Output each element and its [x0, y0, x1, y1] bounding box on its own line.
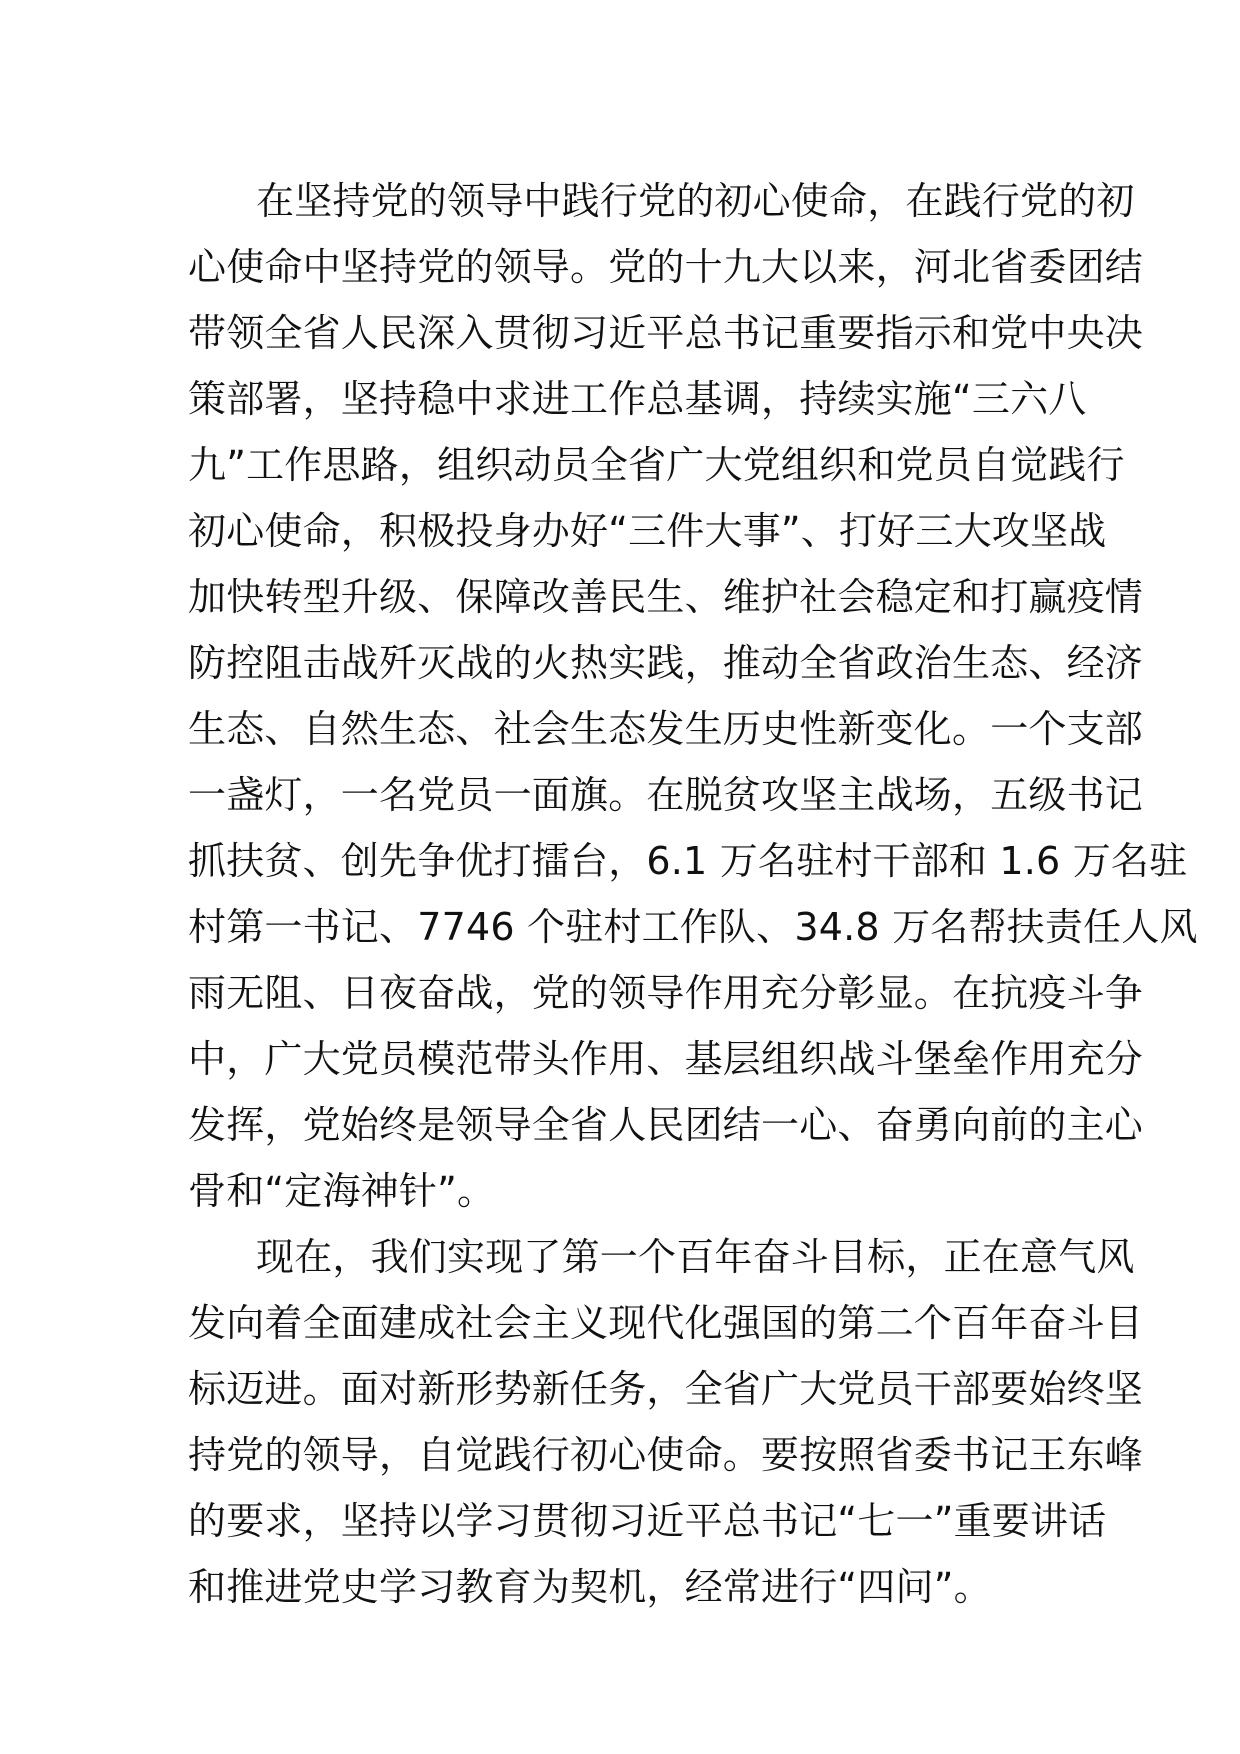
paragraph-1 [188, 168, 1198, 1224]
text-line: 抓扶贫、创先争优打擂台，6.1 万名驻村干部和 1.6 万名驻 [188, 839, 1188, 883]
text-line: 中，广大党员模范带头作用、基层组织战斗堡垒作用充分 [188, 1037, 1144, 1081]
text-line: 九”工作思路，组织动员全省广大党组织和党员自觉践行 [188, 443, 1125, 487]
text-line: 发向着全面建成社会主义现代化强国的第二个百年奋斗目 [188, 1301, 1144, 1345]
text-line: 策部署，坚持稳中求进工作总基调，持续实施“三六八 [188, 377, 1087, 421]
text-line: 一盏灯，一名党员一面旗。在脱贫攻坚主战场，五级书记 [188, 773, 1144, 817]
text-line: 的要求，坚持以学习贯彻习近平总书记“七一”重要讲话 [188, 1499, 1107, 1543]
text-line: 村第一书记、7746 个驻村工作队、34.8 万名帮扶责任人风 [188, 905, 1198, 949]
text-line: 标迈进。面对新形势新任务，全省广大党员干部要始终坚 [188, 1367, 1144, 1411]
text-line: 现在，我们实现了第一个百年奋斗目标，正在意气风 [256, 1235, 1135, 1279]
text-line: 持党的领导，自觉践行初心使命。要按照省委书记王东峰 [188, 1433, 1144, 1477]
text-line: 带领全省人民深入贯彻习近平总书记重要指示和党中央决 [188, 311, 1144, 355]
text-line: 雨无阻、日夜奋战，党的领导作用充分彰显。在抗疫斗争 [188, 971, 1144, 1015]
text-line: 发挥，党始终是领导全省人民团结一心、奋勇向前的主心 [188, 1103, 1144, 1147]
text-line: 在坚持党的领导中践行党的初心使命，在践行党的初 [256, 179, 1135, 223]
text-line: 和推进党史学习教育为契机，经常进行“四问”。 [188, 1565, 992, 1609]
text-line: 防控阻击战歼灭战的火热实践，推动全省政治生态、经济 [188, 641, 1144, 685]
text-line: 加快转型升级、保障改善民生、维护社会稳定和打赢疫情 [188, 575, 1144, 619]
text-line: 心使命中坚持党的领导。党的十九大以来，河北省委团结 [188, 245, 1144, 289]
text-line: 骨和“定海神针”。 [188, 1169, 496, 1213]
text-line: 初心使命，积极投身办好“三件大事”、打好三大攻坚战 [188, 509, 1107, 553]
body-text [188, 168, 1198, 1620]
paragraph-2 [188, 1224, 1144, 1620]
text-line: 生态、自然生态、社会生态发生历史性新变化。一个支部 [188, 707, 1144, 751]
